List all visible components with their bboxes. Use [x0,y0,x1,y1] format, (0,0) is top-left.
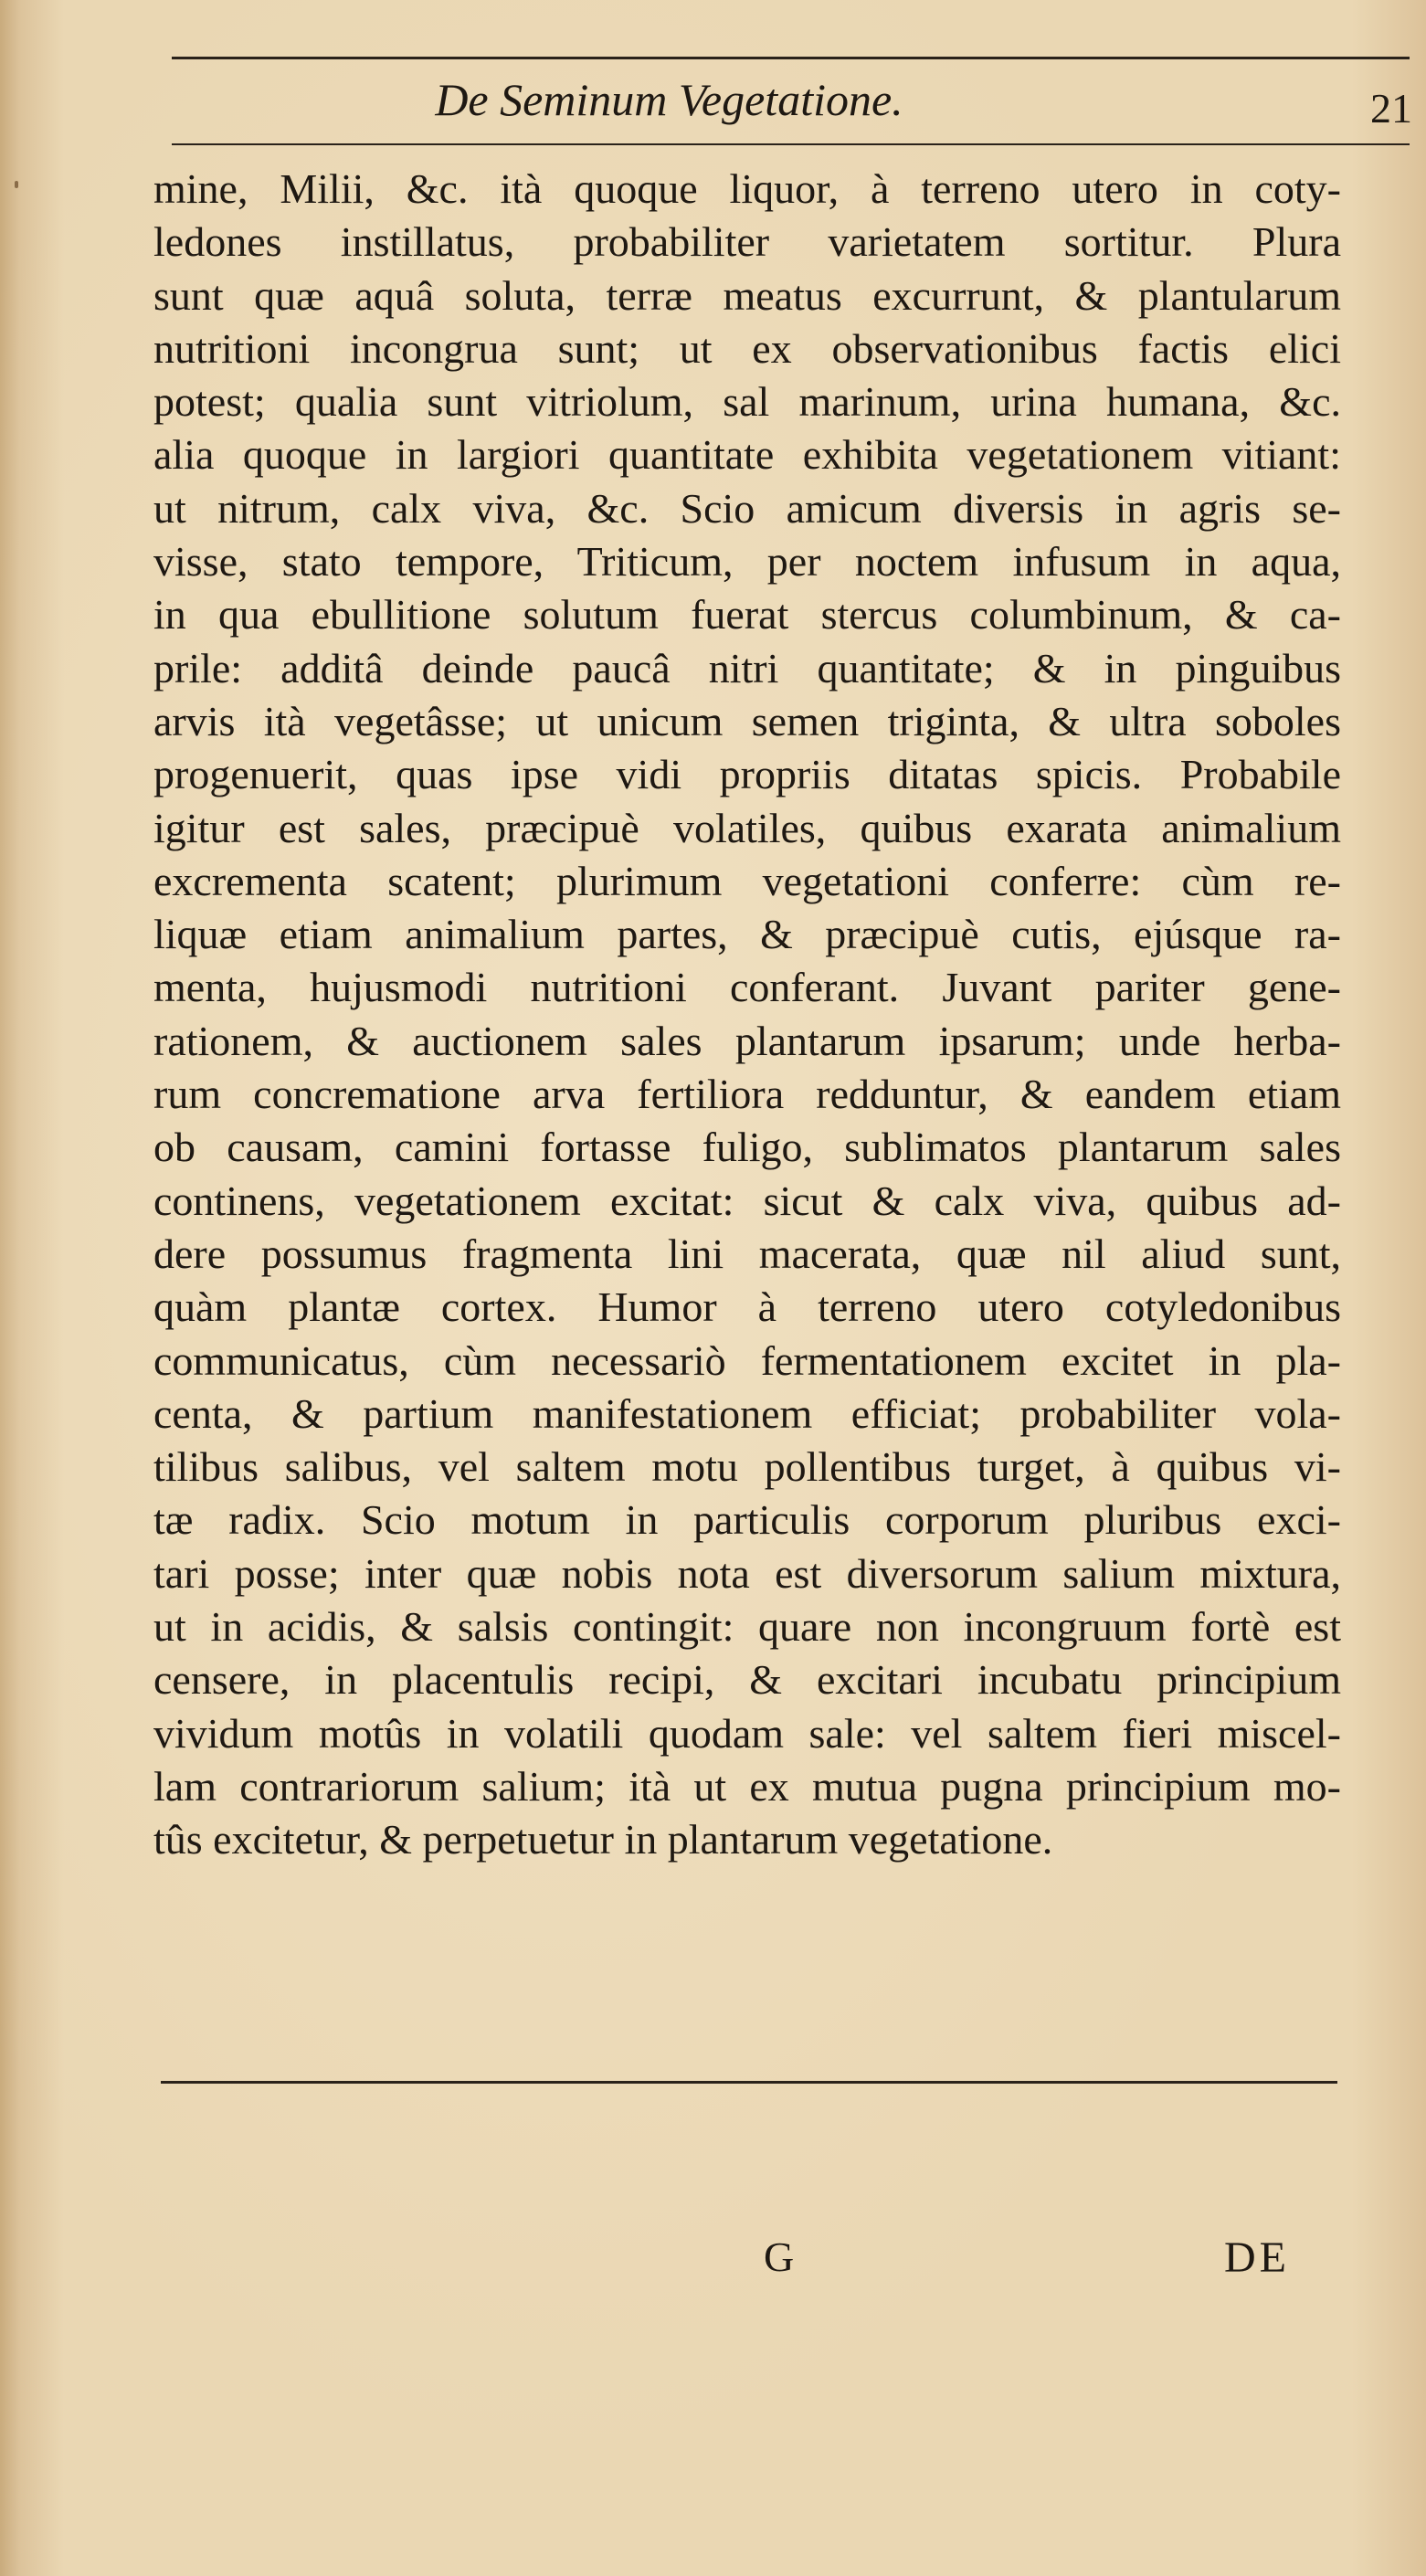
catchword: DE [1224,2233,1290,2282]
footer-rule [161,2081,1337,2084]
text-line: continens, vegetationem excitat: sicut & calx viva, quibus ad- [153,1177,1341,1224]
text-line: rum concrematione arva fertiliora redduntur, & eandem etiam [153,1071,1341,1118]
text-line: ut in acidis, & salsis contingit: quare non incongruum fortè est [153,1603,1341,1651]
text-line: menta, hujusmodi nutritioni conferant. Juvant pariter gene- [153,964,1341,1011]
text-line: igitur est sales, præcipuè volatiles, quibus exarata animalium [153,804,1341,851]
text-line: censere, in placentulis recipi, & excitari incubatu principium [153,1656,1341,1704]
text-line: rationem, & auctionem sales plantarum ipsarum; unde herba- [153,1017,1341,1064]
header-rule-bottom [172,143,1410,145]
text-line: quàm plantæ cortex. Humor à terreno utero cotyledonibus [153,1283,1341,1331]
text-line: lam contrariorum salium; ità ut ex mutua pugna principium mo- [153,1762,1341,1810]
page-edge-mark [15,181,18,188]
text-line: excrementa scatent; plurimum vegetationi conferre: cùm re- [153,857,1341,904]
text-line: in qua ebullitione solutum fuerat stercus columbinum, & ca- [153,591,1341,639]
text-line: liquæ etiam animalium partes, & præcipuè cutis, ejúsque ra- [153,911,1341,958]
text-line: tæ radix. Scio motum in particulis corporum pluribus exci- [153,1496,1341,1544]
text-line: nutritioni incongrua sunt; ut ex observationibus factis elici [153,324,1341,372]
text-line: sunt quæ aquâ soluta, terræ meatus excurrunt, & plantularum [153,271,1341,319]
text-line: prile: additâ deinde paucâ nitri quantitate; & in pinguibus [153,644,1341,692]
text-line: communicatus, cùm necessariò fermentationem excitet in pla- [153,1336,1341,1384]
text-line: dere possumus fragmenta lini macerata, quæ nil aliud sunt, [153,1230,1341,1277]
text-line: tilibus salibus, vel saltem motu pollentibus turget, à quibus vi- [153,1443,1341,1491]
text-line: progenuerit, quas ipse vidi propriis ditatas spicis. Probabile [153,751,1341,798]
text-line: arvis ità vegetâsse; ut unicum semen triginta, & ultra soboles [153,697,1341,744]
text-line: tari posse; inter quæ nobis nota est diversorum salium mixtura, [153,1549,1341,1597]
running-head: De Seminum Vegetatione. [435,74,903,125]
text-line: potest; qualia sunt vitriolum, sal marinum, urina humana, &c. [153,378,1341,426]
text-line: mine, Milii, &c. ità quoque liquor, à terreno utero in coty- [153,165,1341,212]
header-rule-top [172,57,1410,59]
text-line: ledones instillatus, probabiliter varietatem sortitur. Plura [153,218,1341,266]
page-number: 21 [1370,85,1412,132]
signature-mark: G [764,2233,797,2280]
text-line: ut nitrum, calx viva, &c. Scio amicum diversis in agris se- [153,484,1341,532]
text-line: tûs excitetur, & perpetuetur in plantarum vegetatione. [153,1816,1053,1863]
body-text [153,163,1341,1867]
text-line: visse, stato tempore, Triticum, per noctem infusum in aqua, [153,538,1341,586]
text-line: ob causam, camini fortasse fuligo, sublimatos plantarum sales [153,1124,1341,1171]
text-line: vividum motûs in volatili quodam sale: vel saltem fieri miscel- [153,1709,1341,1757]
text-line: centa, & partium manifestationem efficiat; probabiliter vola- [153,1389,1341,1437]
text-line: alia quoque in largiori quantitate exhibita vegetationem vitiant: [153,431,1341,479]
